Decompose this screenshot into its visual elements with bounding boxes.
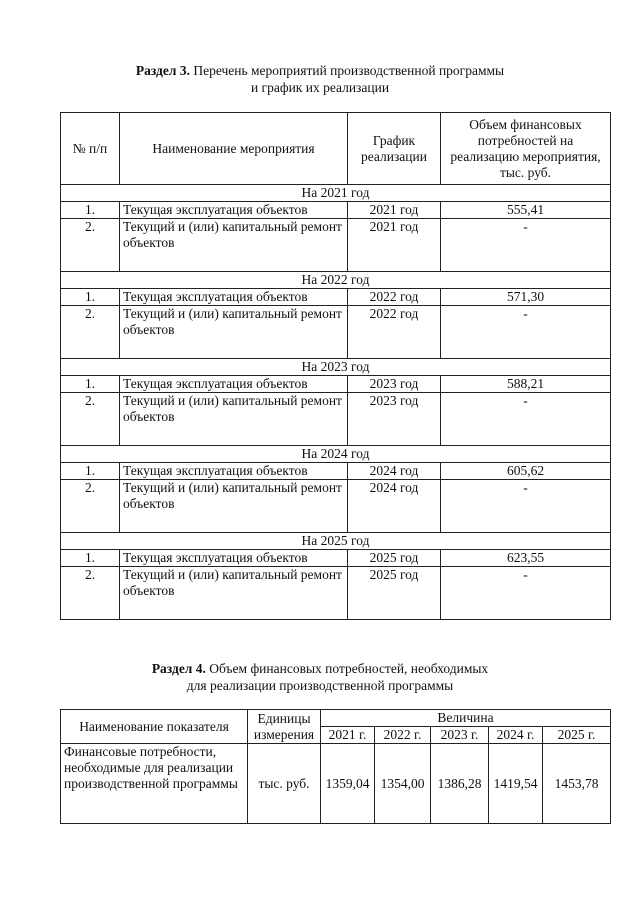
row-schedule: 2023 год	[348, 376, 441, 393]
header-year: 2025 г.	[543, 727, 611, 744]
row-schedule: 2025 год	[348, 567, 441, 620]
table-row	[61, 744, 611, 824]
year-title: На 2021 год	[61, 185, 611, 202]
row-num: 1.	[61, 463, 120, 480]
section4-title: Объем финансовых потребностей, необходимых	[205, 661, 489, 676]
row-activity-name: Текущая эксплуатация объектов	[120, 463, 348, 480]
indicator-units: тыс. руб.	[248, 744, 321, 824]
row-cost: -	[441, 567, 611, 620]
row-num: 2.	[61, 219, 120, 272]
table-row	[61, 550, 611, 567]
table-row	[61, 202, 611, 219]
section4-label: Раздел 4.	[151, 661, 206, 676]
header-units: Единицы измерения	[248, 710, 321, 744]
row-activity-name: Текущая эксплуатация объектов	[120, 376, 348, 393]
row-cost: 623,55	[441, 550, 611, 567]
row-schedule: 2021 год	[348, 219, 441, 272]
table-row	[61, 463, 611, 480]
row-cost: 571,30	[441, 289, 611, 306]
table-row	[61, 376, 611, 393]
row-cost: 555,41	[441, 202, 611, 219]
row-schedule: 2024 год	[348, 463, 441, 480]
section3-title-line1	[0, 62, 640, 79]
section3-label: Раздел 3.	[135, 63, 190, 78]
row-schedule: 2023 год	[348, 393, 441, 446]
table-row	[61, 567, 611, 620]
header-value: Величина	[321, 710, 611, 727]
year-title: На 2025 год	[61, 533, 611, 550]
row-schedule: 2021 год	[348, 202, 441, 219]
row-num: 2.	[61, 480, 120, 533]
row-num: 2.	[61, 567, 120, 620]
row-schedule: 2024 год	[348, 480, 441, 533]
header-activity-name: Наименование мероприятия	[120, 113, 348, 185]
year-title: На 2023 год	[61, 359, 611, 376]
year-row-2025	[61, 533, 611, 550]
header-year: 2021 г.	[321, 727, 375, 744]
row-activity-name: Текущая эксплуатация объектов	[120, 289, 348, 306]
row-cost: -	[441, 480, 611, 533]
row-activity-name: Текущий и (или) капитальный ремонт объектов	[120, 393, 348, 446]
section4-title-line1	[0, 660, 640, 677]
row-cost: 605,62	[441, 463, 611, 480]
year-title: На 2022 год	[61, 272, 611, 289]
value-cell: 1419,54	[489, 744, 543, 824]
row-num: 1.	[61, 550, 120, 567]
indicator-name: Финансовые потребности, необходимые для реализации производственной программы	[61, 744, 248, 824]
year-row-2024	[61, 446, 611, 463]
table-row	[61, 219, 611, 272]
year-row-2023	[61, 359, 611, 376]
header-indicator: Наименование показателя	[61, 710, 248, 744]
row-num: 1.	[61, 202, 120, 219]
header-schedule: График реализации	[348, 113, 441, 185]
financial-header-row	[61, 710, 611, 727]
header-year: 2022 г.	[375, 727, 431, 744]
header-cost: Объем финансовых потребностей на реализацию мероприятия, тыс. руб.	[441, 113, 611, 185]
row-activity-name: Текущий и (или) капитальный ремонт объектов	[120, 306, 348, 359]
row-num: 2.	[61, 393, 120, 446]
financial-needs-table	[60, 709, 611, 824]
row-activity-name: Текущая эксплуатация объектов	[120, 550, 348, 567]
row-activity-name: Текущий и (или) капитальный ремонт объектов	[120, 567, 348, 620]
row-cost: 588,21	[441, 376, 611, 393]
row-num: 2.	[61, 306, 120, 359]
section4-title-line2: для реализации производственной программы	[186, 678, 454, 693]
year-row-2021	[61, 185, 611, 202]
row-schedule: 2022 год	[348, 289, 441, 306]
year-title: На 2024 год	[61, 446, 611, 463]
section3-heading	[0, 62, 640, 96]
row-cost: -	[441, 306, 611, 359]
section3-title: Перечень мероприятий производственной программы	[189, 63, 505, 78]
table-row	[61, 289, 611, 306]
activities-header-row	[61, 113, 611, 185]
section4-heading	[0, 660, 640, 694]
year-row-2022	[61, 272, 611, 289]
value-cell: 1453,78	[543, 744, 611, 824]
row-cost: -	[441, 393, 611, 446]
row-activity-name: Текущий и (или) капитальный ремонт объектов	[120, 480, 348, 533]
row-num: 1.	[61, 376, 120, 393]
activities-table	[60, 112, 611, 620]
value-cell: 1386,28	[431, 744, 489, 824]
header-year: 2023 г.	[431, 727, 489, 744]
value-cell: 1354,00	[375, 744, 431, 824]
row-cost: -	[441, 219, 611, 272]
header-num: № п/п	[61, 113, 120, 185]
row-schedule: 2022 год	[348, 306, 441, 359]
section3-title-line2: и график их реализации	[250, 80, 390, 95]
table-row	[61, 306, 611, 359]
row-num: 1.	[61, 289, 120, 306]
row-activity-name: Текущая эксплуатация объектов	[120, 202, 348, 219]
table-row	[61, 480, 611, 533]
table-row	[61, 393, 611, 446]
row-schedule: 2025 год	[348, 550, 441, 567]
value-cell: 1359,04	[321, 744, 375, 824]
row-activity-name: Текущий и (или) капитальный ремонт объектов	[120, 219, 348, 272]
header-year: 2024 г.	[489, 727, 543, 744]
